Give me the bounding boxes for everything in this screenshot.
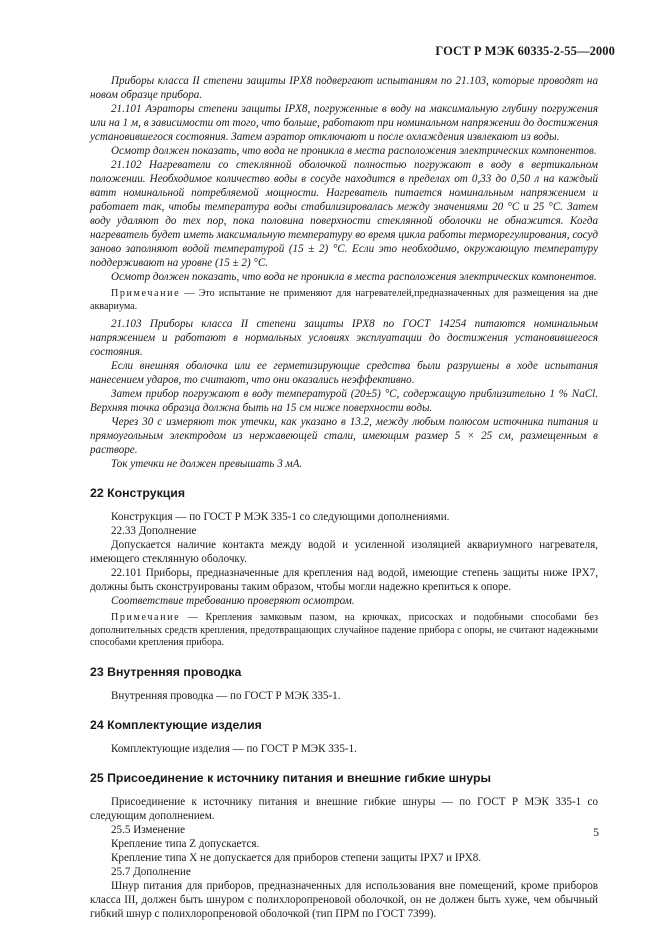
document-body: [90, 74, 598, 921]
paragraph: Если внешняя оболочка или ее герметизирующие средства были разрушены в ходе испытания нанесением ударов, то считают, что они оказались неэффективно.: [90, 360, 598, 387]
paragraph: Приборы класса II степени защиты IPX8 подвергают испытаниям по 21.103, которые проводят на новом образце прибора.: [90, 75, 598, 101]
paragraph: Крепление типа X не допускается для приборов степени защиты IPX7 и IPX8.: [111, 851, 482, 864]
paragraph: Крепление типа Z допускается.: [111, 837, 260, 850]
paragraph: Через 30 с измеряют ток утечки, как указано в 13.2, между любым полюсом источника питания и прямоугольным электродом из нержавеющей стали, имеющим размер 5 × 25 см, размещенным в растворе.: [90, 416, 598, 457]
paragraph: Затем прибор погружают в воду температурой (20±5) °С, содержащую приблизительно 1 % NaCl. Верхняя точка образца должна быть на 15 см ниже поверхности воды.: [90, 388, 598, 415]
paragraph: Ток утечки не должен превышать 3 мА.: [111, 458, 303, 471]
paragraph-21-101: 21.101 Аэраторы степени защиты IPX8, погруженные в воду на максимальную глубину погружения или на 1 м, в зависимости от того, что больше, работают при номинальном напряжении до достижения установившегося состояния. Затем аэратор отключают и после охлаждения извлекают из воды.: [90, 103, 598, 143]
paragraph: Присоединение к источнику питания и внешние гибкие шнуры — по ГОСТ Р МЭК 335-1 со следующим дополнением.: [90, 795, 598, 822]
section-heading-24: 24 Комплектующие изделия: [90, 717, 262, 732]
paragraph: Осмотр должен показать, что вода не проникла в места расположения электрических компонентов.: [111, 271, 597, 283]
paragraph-21-103: 21.103 Приборы класса II степени защиты IPX8 по ГОСТ 14254 питаются номинальным напряжением и работают в нормальных условиях эксплуатации до достижения установившегося состояния.: [90, 318, 598, 359]
note-label: Примечание: [111, 288, 181, 299]
paragraph: Комплектующие изделия — по ГОСТ Р МЭК 335-1.: [111, 742, 357, 755]
clause-22-33: 22.33 Дополнение: [111, 525, 197, 538]
paragraph: Соответствие требованию проверяют осмотром.: [111, 595, 355, 608]
note-text: — Это испытание не применяют для нагревателей,предназначенных для размещения на дне аквариума.: [90, 288, 598, 312]
document-header: ГОСТ Р МЭК 60335-2-55—2000: [435, 44, 615, 58]
section-heading-25: 25 Присоединение к источнику питания и внешние гибкие шнуры: [90, 770, 491, 785]
note-label: Примечание: [111, 612, 181, 624]
paragraph: Допускается наличие контакта между водой и усиленной изоляцией аквариумного нагревателя, имеющего стеклянную оболочку.: [90, 539, 598, 566]
note: [90, 612, 598, 650]
paragraph-21-102: 21.102 Нагреватели со стеклянной оболочкой полностью погружают в воду в вертикальном положении. Необходимое количество воды в сосуде находится в пределах от 0,33 до 0,50 л на каждый ватт номинальной потребляемой мощности. Нагреватель питается номинальным напряжением и работает так, чтобы температура воды стабилизировалась между значениями 20 °С и 25 °С. Затем воду удаляют до тех пор, пока половина поверхности стеклянной оболочки не обнажится. Когда нагреватель будет иметь максимальную температуру во время цикла работы терморегулирования, сосуд заново заполняют водой температурой (15 ± 2) °С. Если это необходимо, окружающую температуру поддерживают на уровне (15 ± 2) °С.: [90, 159, 598, 269]
note-text: — Крепления замковым пазом, на крючках, присосках и подобными способами без дополнительных средств крепления, предотвращающих случайное падение прибора с опоры, не считают надежными способами крепления прибора.: [90, 612, 598, 649]
paragraph: Шнур питания для приборов, предназначенных для использования вне помещений, кроме приборов класса III, должен быть шнуром с полихлоропреновой оболочкой, он не должен быть хуже, чем обычный гибкий шнур с полихлоропреновой оболочкой (тип ПРМ по ГОСТ 7399).: [90, 879, 598, 920]
paragraph: Конструкция — по ГОСТ Р МЭК 335-1 со следующими дополнениями.: [111, 511, 450, 524]
section-heading-22: 22 Конструкция: [90, 486, 186, 501]
paragraph: Внутренняя проводка — по ГОСТ Р МЭК 335-1.: [111, 689, 341, 702]
clause-25-5: 25.5 Изменение: [111, 823, 186, 836]
paragraph: Осмотр должен показать, что вода не проникла в места расположения электрических компонентов.: [111, 145, 597, 157]
clause-25-7: 25.7 Дополнение: [111, 865, 191, 878]
note: [90, 288, 598, 313]
page-number: 5: [593, 827, 599, 839]
clause-22-101: 22.101 Приборы, предназначенные для крепления над водой, имеющие степень защиты ниже IPX7, должны быть сконструированы таким образом, чтобы могли надежно крепиться к опоре.: [90, 567, 598, 594]
section-heading-23: 23 Внутренняя проводка: [90, 664, 242, 679]
